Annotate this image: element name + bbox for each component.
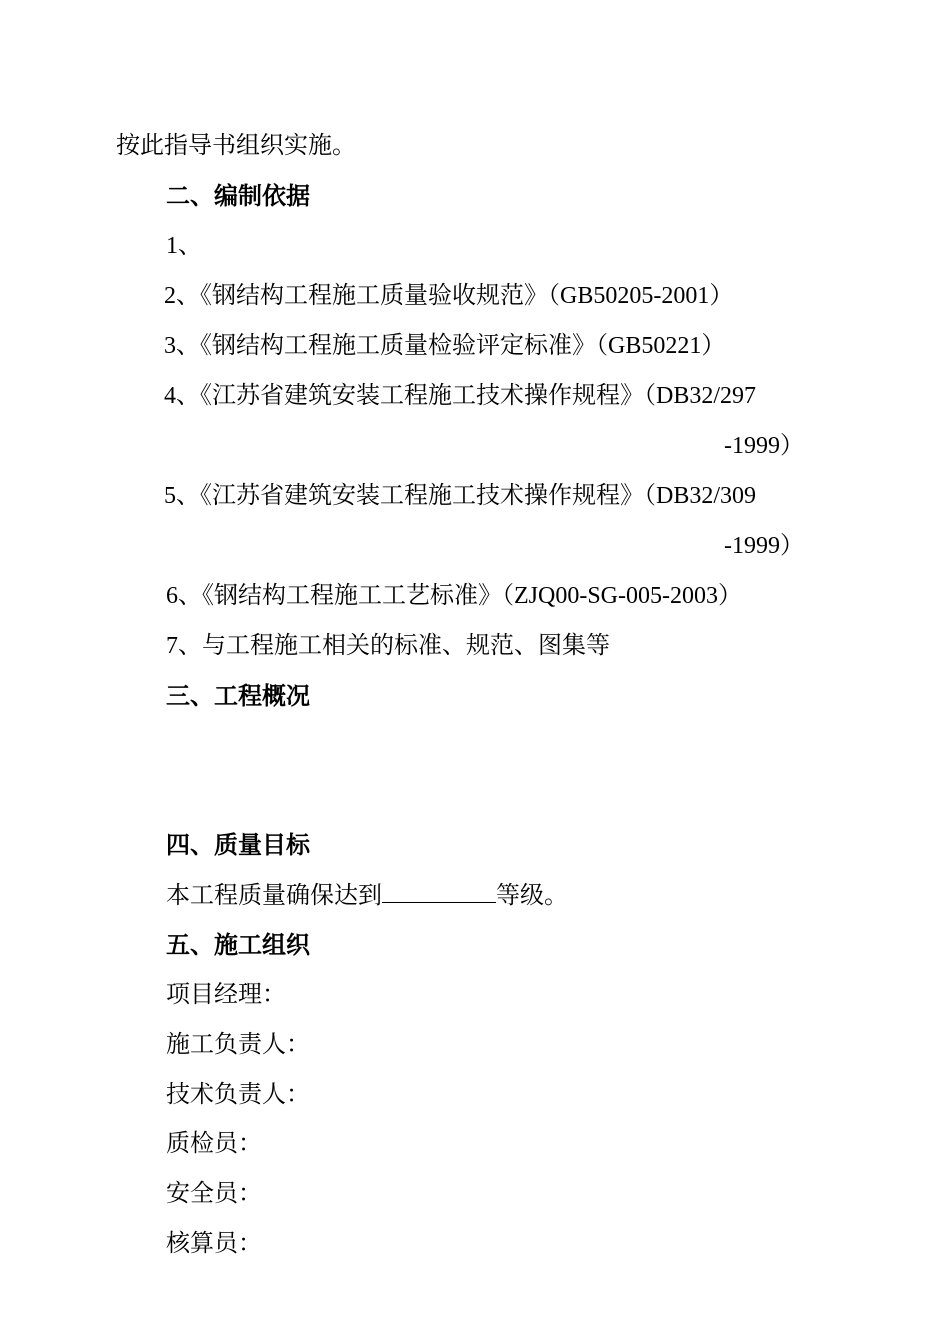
role-cost-accountant: 核算员： bbox=[166, 1231, 262, 1257]
basis-item-6: 6、《钢结构工程施工工艺标准》（ZJQ00-SG-005-2003） bbox=[166, 583, 742, 609]
role-construction-lead: 施工负责人： bbox=[166, 1032, 310, 1058]
section-heading-basis: 二、编制依据 bbox=[166, 182, 310, 210]
role-technical-lead: 技术负责人： bbox=[166, 1082, 310, 1108]
quality-target-text-after: 等级。 bbox=[496, 883, 568, 909]
role-safety-officer: 安全员： bbox=[166, 1181, 262, 1207]
basis-item-7: 7、与工程施工相关的标准、规范、图集等 bbox=[166, 633, 610, 659]
role-quality-inspector: 质检员： bbox=[166, 1131, 262, 1157]
basis-item-1: 1、 bbox=[166, 233, 202, 259]
section-heading-organization: 五、施工组织 bbox=[166, 931, 310, 959]
intro-tail-text: 按此指导书组织实施。 bbox=[116, 133, 356, 159]
section-heading-overview: 三、工程概况 bbox=[166, 682, 310, 710]
basis-item-4-continued: -1999） bbox=[724, 433, 804, 459]
basis-item-3: 3、《钢结构工程施工质量检验评定标准》（GB50221） bbox=[164, 333, 726, 359]
quality-target-sentence bbox=[166, 880, 568, 911]
basis-item-4: 4、《江苏省建筑安装工程施工技术操作规程》（DB32/297 bbox=[164, 383, 757, 409]
basis-item-5-continued: -1999） bbox=[724, 533, 804, 559]
quality-grade-blank bbox=[382, 880, 496, 903]
basis-item-5: 5、《江苏省建筑安装工程施工技术操作规程》（DB32/309 bbox=[164, 483, 757, 509]
role-project-manager: 项目经理： bbox=[166, 982, 286, 1008]
section-heading-quality: 四、质量目标 bbox=[166, 831, 310, 859]
basis-item-2: 2、《钢结构工程施工质量验收规范》（GB50205-2001） bbox=[164, 283, 734, 309]
quality-target-text-before: 本工程质量确保达到 bbox=[166, 883, 382, 909]
